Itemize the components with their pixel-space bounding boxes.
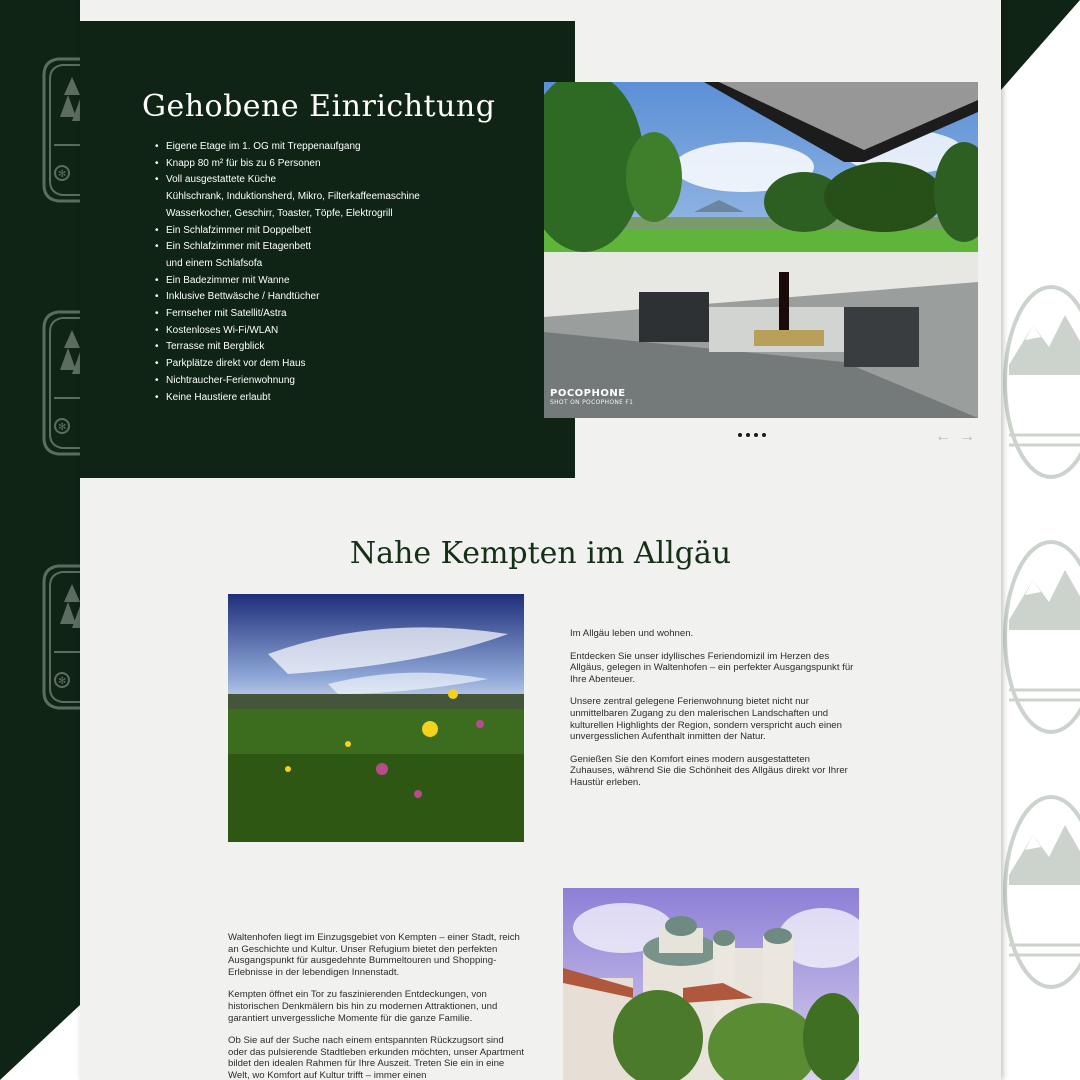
left-decor-strip (0, 0, 80, 1080)
feature-item: • Eigene Etage im 1. OG mit Treppenaufgang (166, 139, 420, 156)
kempten-paragraph: Ob Sie auf der Suche nach einem entspannten Rückzugsort sind oder das pulsierende Stadtleben erkunden möchten, unser Apartment bildet den idealen Rahmen für Ihre Auszeit. Treten Sie ein in eine Welt, wo Komfort auf Kultur trifft – immer einen (228, 1035, 525, 1080)
feature-item: • Kostenloses Wi-Fi/WLAN (166, 323, 420, 340)
feature-item: • Fernseher mit Satellit/Astra (166, 306, 420, 323)
intro-paragraph: Genießen Sie den Komfort eines modern ausgestatteten Zuhauses, während Sie die Schönheit des Allgäus direkt vor Ihrer Haustür erleben. (570, 753, 848, 788)
slider-dots (738, 433, 766, 437)
feature-item: • Nichtraucher-Ferienwohnung (166, 373, 420, 390)
crest-emblem-icon (38, 562, 80, 712)
intro-paragraph: Unsere zentral gelegene Ferienwohnung bietet nicht nur unmittelbaren Zugang zu den malerischen Landschaften und kulturellen Highlights der Region, sondern verspricht auch einen unvergesslichen Aufenthalt inmitten der Natur. (570, 696, 842, 743)
meadow-photo (228, 594, 524, 842)
right-decor-strip (1001, 0, 1080, 1080)
mountain-emblem-icon (1003, 285, 1080, 480)
feature-item: • Ein Badezimmer mit Wanne (166, 273, 420, 290)
corner-triangle (1001, 0, 1080, 90)
photo-brand: POCOPHONE (550, 388, 626, 399)
kempten-paragraph: Kempten öffnet ein Tor zu faszinierenden Entdeckungen, von historischen Denkmälern bis hin zu modernen Attraktionen, und garantiert unvergessliche Momente für die ganze Familie. (228, 989, 498, 1024)
kempten-text (228, 932, 524, 1080)
arrow-left-icon[interactable]: ← (935, 428, 951, 445)
terrace-image (544, 82, 978, 418)
basilica-photo (563, 888, 859, 1080)
feature-item: • Knapp 80 m² für bis zu 6 Personen (166, 156, 420, 173)
intro-paragraph: Im Allgäu leben und wohnen. (570, 628, 694, 639)
feature-item: Wasserkocher, Geschirr, Toaster, Töpfe, Elektrogrill (166, 207, 393, 219)
feature-title: Gehobene Einrichtung (142, 89, 496, 124)
slider-dot[interactable] (746, 433, 750, 437)
feature-item: • Ein Schlafzimmer mit Doppelbett (166, 223, 420, 240)
kempten-paragraph: Waltenhofen liegt im Einzugsgebiet von Kempten – einer Stadt, reich an Geschichte und Kultur. Unser Refugium bietet den perfekten Ausgangspunkt für ausgedehnte Bummeltouren und Shopping-Erlebnisse in der lebendigen Innenstadt. (228, 932, 520, 978)
feature-item: und einem Schlafsofa (166, 257, 263, 269)
corner-triangle (0, 1005, 80, 1080)
intro-paragraph: Entdecken Sie unser idyllisches Feriendomizil im Herzen des Allgäus, gelegen in Waltenhofen – ein perfekter Ausgangspunkt für Ihre Abenteuer. (570, 650, 854, 685)
svg-text:✻: ✻ (58, 169, 67, 180)
slider-arrows (935, 428, 975, 446)
slider-dot[interactable] (754, 433, 758, 437)
photo-watermark (550, 388, 633, 406)
feature-item: • Voll ausgestattete Küche (166, 172, 420, 189)
feature-item: • Ein Schlafzimmer mit Etagenbett (166, 239, 420, 256)
section-title: Nahe Kempten im Allgäu (349, 536, 732, 571)
feature-item: • Inklusive Bettwäsche / Handtücher (166, 289, 420, 306)
mountain-emblem-icon (1003, 540, 1080, 735)
crest-emblem-icon (38, 308, 80, 458)
svg-text:✻: ✻ (58, 422, 67, 433)
terrace-photo[interactable] (544, 82, 978, 418)
crest-emblem-icon (38, 55, 80, 205)
feature-box (80, 21, 575, 478)
feature-list (166, 139, 420, 406)
feature-item: • Keine Haustiere erlaubt (166, 390, 420, 407)
svg-text:✻: ✻ (58, 676, 67, 687)
feature-item: • Parkplätze direkt vor dem Haus (166, 356, 420, 373)
intro-text (570, 628, 855, 800)
feature-item: • Terrasse mit Bergblick (166, 339, 420, 356)
mountain-emblem-icon (1003, 795, 1080, 990)
photo-sub: SHOT ON POCOPHONE F1 (550, 399, 634, 406)
arrow-right-icon[interactable]: → (959, 428, 975, 445)
slider-dot[interactable] (762, 433, 766, 437)
slider-dot[interactable] (738, 433, 742, 437)
page-card (80, 0, 1001, 1080)
feature-item: Kühlschrank, Induktionsherd, Mikro, Filterkaffeemaschine (166, 191, 420, 203)
